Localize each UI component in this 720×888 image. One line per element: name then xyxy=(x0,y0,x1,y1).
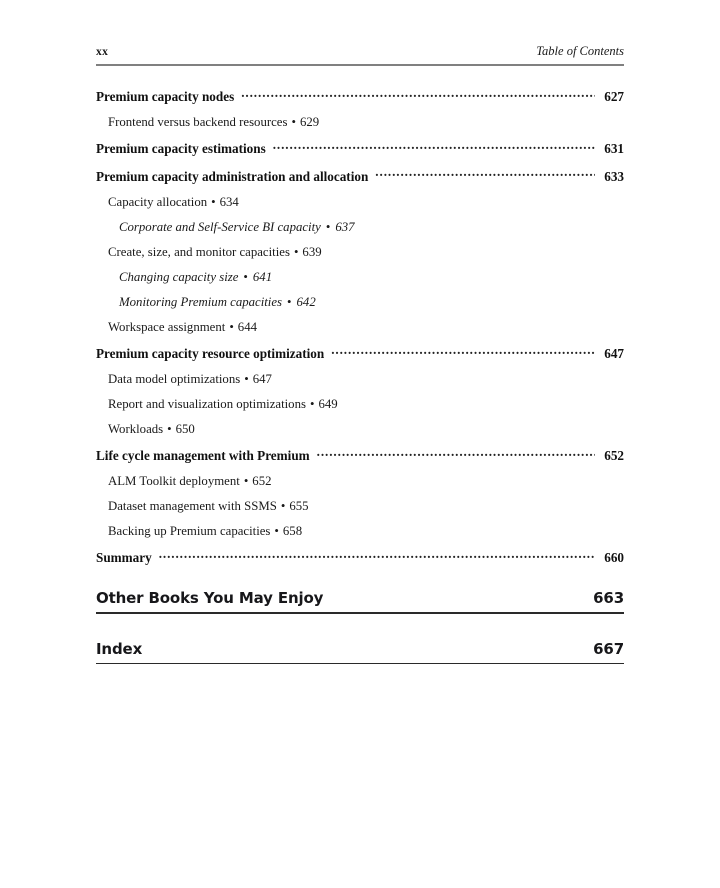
dot-leader xyxy=(241,88,595,101)
bullet-separator-icon: • xyxy=(309,396,315,411)
toc-list xyxy=(96,83,624,571)
backmatter-label: Index xyxy=(96,639,143,658)
dot-leader xyxy=(331,345,595,358)
toc-entry-label: Summary xyxy=(96,550,152,566)
spacer xyxy=(96,614,624,640)
toc-entry-page-number: 641 xyxy=(252,269,273,284)
toc-entry-level-1[interactable] xyxy=(96,135,624,162)
toc-entry-page-number: 650 xyxy=(175,421,195,436)
toc-entry-page-number: 637 xyxy=(335,219,355,234)
toc-entry-label: Premium capacity resource optimization xyxy=(96,345,325,361)
toc-entry-page-number: 647 xyxy=(604,345,624,361)
backmatter-page-number: 663 xyxy=(593,589,624,608)
toc-entry-page-number: 658 xyxy=(282,523,303,538)
toc-entry-page-number: 647 xyxy=(252,371,272,386)
backmatter-row xyxy=(96,589,624,612)
toc-entry-level-3[interactable] xyxy=(96,290,647,315)
toc-entry-label: Capacity allocation xyxy=(108,194,208,209)
bullet-separator-icon: • xyxy=(274,523,279,538)
bullet-separator-icon: • xyxy=(293,244,299,259)
bullet-separator-icon: • xyxy=(243,473,249,488)
backmatter-list xyxy=(96,589,624,664)
backmatter-row xyxy=(96,640,624,663)
backmatter-label: Other Books You May Enjoy xyxy=(96,589,324,608)
toc-entry-label: Monitoring Premium capacities xyxy=(119,294,283,309)
running-head-title: Table of Contents xyxy=(536,44,624,58)
toc-entry-level-1[interactable] xyxy=(96,162,624,189)
toc-entry-level-2[interactable] xyxy=(96,417,636,442)
toc-entry-label: Corporate and Self-Service BI capacity xyxy=(119,219,321,234)
backmatter-entry[interactable] xyxy=(96,640,624,665)
toc-entry-page-number: 633 xyxy=(604,168,624,184)
toc-entry-page-number: 642 xyxy=(296,294,316,309)
bullet-separator-icon: • xyxy=(211,194,216,209)
toc-entry-level-2[interactable] xyxy=(96,240,636,265)
toc-entry-page-number: 631 xyxy=(604,141,624,157)
toc-entry-page-number: 639 xyxy=(302,244,322,259)
toc-entry-label: Premium capacity estimations xyxy=(96,141,266,157)
toc-entry-level-3[interactable] xyxy=(96,265,647,290)
toc-entry-page-number: 644 xyxy=(237,319,257,334)
toc-entry-label: Life cycle management with Premium xyxy=(96,447,310,463)
bullet-separator-icon: • xyxy=(325,219,331,234)
dot-leader xyxy=(375,167,595,180)
toc-entry-label: Create, size, and monitor capacities xyxy=(108,244,290,259)
toc-entry-level-1[interactable] xyxy=(96,544,624,571)
toc-entry-level-2[interactable] xyxy=(96,190,636,215)
bullet-separator-icon: • xyxy=(229,319,234,334)
toc-entry-page-number: 629 xyxy=(299,115,320,130)
toc-entry-level-1[interactable] xyxy=(96,83,624,110)
running-head xyxy=(96,44,624,62)
toc-entry-level-2[interactable] xyxy=(96,367,636,392)
toc-entry-level-1[interactable] xyxy=(96,442,624,469)
toc-entry-label: Backing up Premium capacities xyxy=(108,523,271,538)
dot-leader xyxy=(159,549,595,562)
running-head-rule xyxy=(96,64,624,66)
toc-entry-level-2[interactable] xyxy=(96,494,636,519)
bullet-separator-icon: • xyxy=(287,294,292,309)
toc-entry-label: Dataset management with SSMS xyxy=(108,498,277,513)
toc-entry-label: Frontend versus backend resources xyxy=(108,115,288,130)
toc-entry-level-2[interactable] xyxy=(96,110,636,135)
bullet-separator-icon: • xyxy=(244,371,249,386)
toc-entry-page-number: 634 xyxy=(219,194,239,209)
toc-entry-level-1[interactable] xyxy=(96,340,624,367)
toc-entry-level-2[interactable] xyxy=(96,315,636,340)
dot-leader xyxy=(317,447,595,460)
toc-entry-page-number: 652 xyxy=(252,473,272,488)
backmatter-page-number: 667 xyxy=(593,639,624,658)
page-content xyxy=(96,44,624,664)
toc-entry-label: Data model optimizations xyxy=(108,371,241,386)
toc-entry-page-number: 660 xyxy=(604,550,624,566)
folio-page-number: xx xyxy=(96,46,109,58)
toc-entry-page-number: 627 xyxy=(604,89,624,105)
bullet-separator-icon: • xyxy=(167,421,172,436)
toc-entry-level-2[interactable] xyxy=(96,469,636,494)
toc-entry-label: Premium capacity administration and allocation xyxy=(96,168,369,184)
toc-entry-label: ALM Toolkit deployment xyxy=(108,473,240,488)
toc-entry-label: Premium capacity nodes xyxy=(96,89,235,105)
backmatter-entry[interactable] xyxy=(96,589,624,614)
toc-entry-label: Workloads xyxy=(108,421,164,436)
toc-entry-label: Changing capacity size xyxy=(119,269,239,284)
toc-entry-page-number: 655 xyxy=(289,498,309,513)
dot-leader xyxy=(273,140,595,153)
toc-entry-level-2[interactable] xyxy=(96,392,636,417)
bullet-separator-icon: • xyxy=(291,115,296,130)
toc-entry-page-number: 649 xyxy=(318,396,338,411)
toc-entry-level-3[interactable] xyxy=(96,215,647,240)
toc-entry-label: Report and visualization optimizations xyxy=(108,396,306,411)
toc-entry-label: Workspace assignment xyxy=(108,319,226,334)
bullet-separator-icon: • xyxy=(280,498,286,513)
toc-entry-page-number: 652 xyxy=(604,447,624,463)
toc-entry-level-2[interactable] xyxy=(96,519,636,544)
backmatter-rule xyxy=(96,663,624,665)
bullet-separator-icon: • xyxy=(243,269,248,284)
